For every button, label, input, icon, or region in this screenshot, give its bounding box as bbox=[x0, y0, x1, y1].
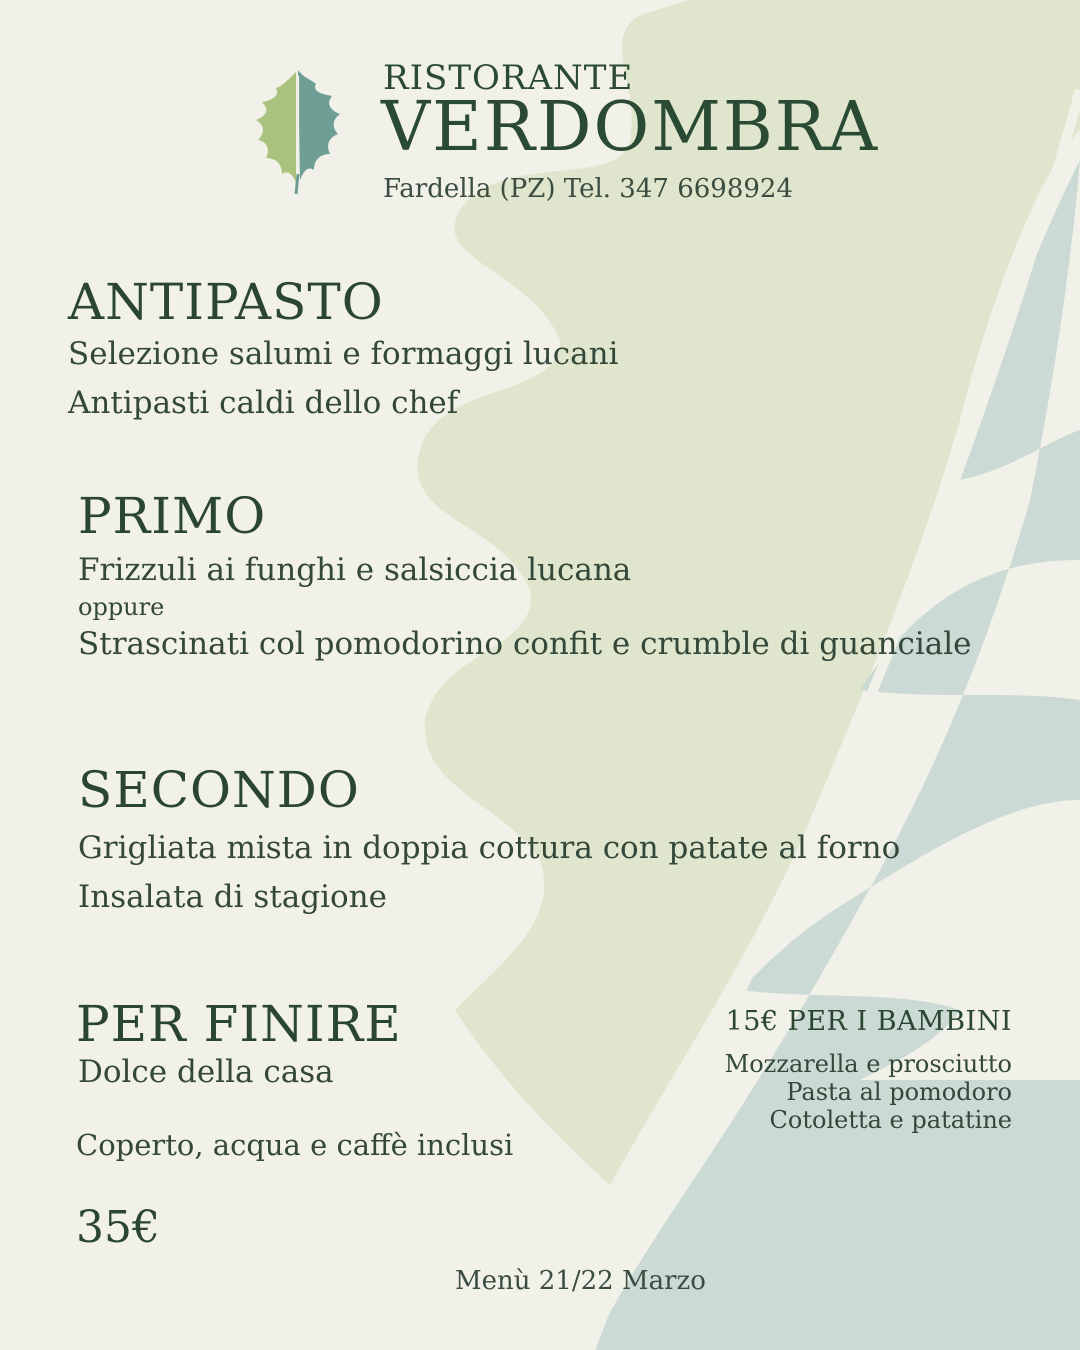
brand-kicker: RISTORANTE bbox=[383, 58, 634, 98]
dish-item: Strascinati col pomodorino confit e crumble di guanciale bbox=[78, 626, 972, 662]
section-title-antipasto: ANTIPASTO bbox=[68, 273, 384, 331]
restaurant-name: VERDOMBRA bbox=[381, 88, 880, 167]
menu-price: 35€ bbox=[76, 1202, 160, 1253]
dish-item: Antipasti caldi dello chef bbox=[68, 385, 459, 421]
dish-item: Selezione salumi e formaggi lucani bbox=[68, 336, 619, 372]
kids-menu-item: Pasta al pomodoro bbox=[786, 1078, 1012, 1106]
section-title-primo: PRIMO bbox=[78, 487, 267, 545]
section-title-per-finire: PER FINIRE bbox=[76, 995, 402, 1053]
dish-item: Insalata di stagione bbox=[78, 879, 387, 915]
kids-menu-title: 15€ PER I BAMBINI bbox=[725, 1006, 1012, 1037]
kids-menu-item: Mozzarella e prosciutto bbox=[724, 1050, 1012, 1078]
oak-leaf-logo-icon bbox=[252, 62, 344, 198]
menu-date: Menù 21/22 Marzo bbox=[455, 1266, 706, 1296]
dish-item: Dolce della casa bbox=[78, 1054, 334, 1090]
dish-item: Grigliata mista in doppia cottura con patate al forno bbox=[78, 830, 901, 866]
location-phone: Fardella (PZ) Tel. 347 6698924 bbox=[383, 174, 793, 204]
included-note: Coperto, acqua e caffè inclusi bbox=[76, 1128, 514, 1162]
section-title-secondo: SECONDO bbox=[78, 761, 360, 819]
alternative-separator: oppure bbox=[78, 593, 165, 621]
dish-item: Frizzuli ai funghi e salsiccia lucana bbox=[78, 552, 632, 588]
kids-menu-item: Cotoletta e patatine bbox=[769, 1106, 1012, 1134]
